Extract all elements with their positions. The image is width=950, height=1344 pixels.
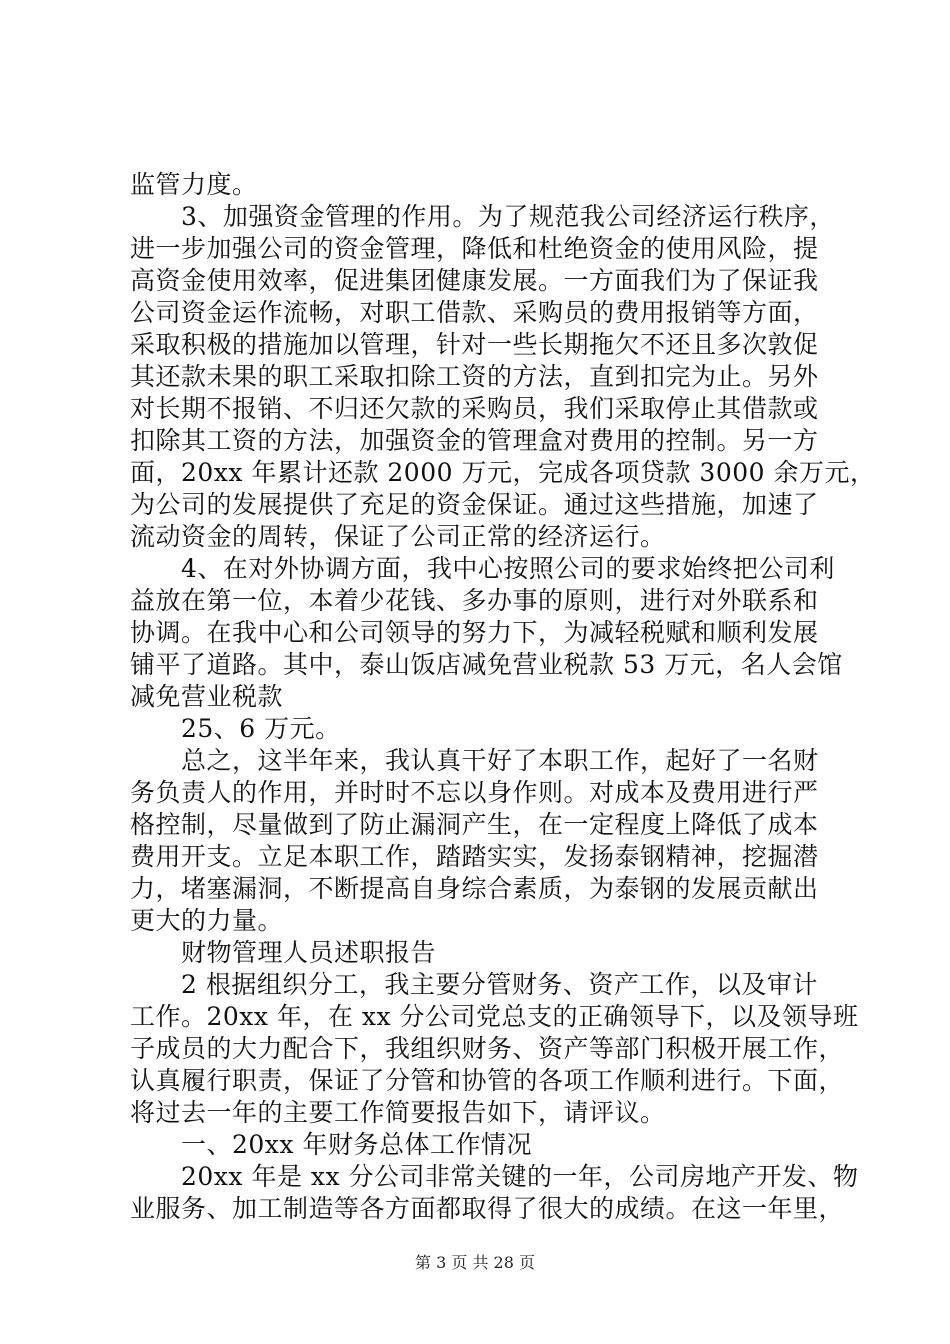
- text-line: 铺平了道路。其中，泰山饭店减免营业税款 53 万元，名人会馆: [130, 650, 843, 679]
- text-line: 进一步加强公司的资金管理，降低和杜绝资金的使用风险，提: [130, 234, 819, 263]
- text-line: 采取积极的措施加以管理，针对一些长期拖欠不还且多次敦促: [130, 330, 819, 359]
- text-line: 益放在第一位，本着少花钱、多办事的原则，进行对外联系和: [130, 586, 819, 615]
- text-line: 工作。20xx 年，在 xx 分公司党总支的正确领导下，以及领导班: [130, 1002, 859, 1031]
- text-line: 20xx 年是 xx 分公司非常关键的一年，公司房地产开发、物: [130, 1162, 859, 1191]
- section-heading: 一、20xx 年财务总体工作情况: [130, 1130, 532, 1159]
- text-line: 子成员的大力配合下，我组织财务、资产等部门积极开展工作，: [130, 1034, 845, 1063]
- text-line: 公司资金运作流畅，对职工借款、采购员的费用报销等方面，: [130, 298, 819, 327]
- text-line: 将过去一年的主要工作简要报告如下，请评议。: [130, 1098, 666, 1127]
- section-heading: 财物管理人员述职报告: [130, 938, 437, 967]
- text-line: 认真履行职责，保证了分管和协管的各项工作顺利进行。下面，: [130, 1066, 845, 1095]
- text-line: 总之，这半年来，我认真干好了本职工作，起好了一名财: [130, 746, 819, 775]
- text-line: 3、加强资金管理的作用。为了规范我公司经济运行秩序，: [130, 202, 835, 231]
- text-line: 减免营业税款: [130, 682, 284, 711]
- text-line: 其还款未果的职工采取扣除工资的方法，直到扣完为止。另外: [130, 362, 819, 391]
- text-line: 更大的力量。: [130, 906, 284, 935]
- text-line: 25、6 万元。: [130, 714, 341, 743]
- text-line: 扣除其工资的方法，加强资金的管理盒对费用的控制。另一方: [130, 426, 819, 455]
- text-line: 监管力度。: [130, 170, 258, 199]
- text-line: 费用开支。立足本职工作，踏踏实实，发扬泰钢精神，挖掘潜: [130, 842, 819, 871]
- text-line: 流动资金的周转，保证了公司正常的经济运行。: [130, 522, 666, 551]
- text-line: 高资金使用效率，促进集团健康发展。一方面我们为了保证我: [130, 266, 819, 295]
- text-line: 格控制，尽量做到了防止漏洞产生，在一定程度上降低了成本: [130, 810, 819, 839]
- text-line: 2 根据组织分工，我主要分管财务、资产工作，以及审计: [130, 970, 818, 999]
- text-line: 务负责人的作用，并时时不忘以身作则。对成本及费用进行严: [130, 778, 819, 807]
- text-line: 面，20xx 年累计还款 2000 万元，完成各项贷款 3000 余万元，: [130, 458, 876, 487]
- page-number-footer: 第 3 页 共 28 页: [415, 1253, 535, 1272]
- text-line: 为公司的发展提供了充足的资金保证。通过这些措施，加速了: [130, 490, 819, 519]
- text-line: 业服务、加工制造等各方面都取得了很大的成绩。在这一年里，: [130, 1194, 845, 1223]
- text-line: 协调。在我中心和公司领导的努力下，为减轻税赋和顺利发展: [130, 618, 819, 647]
- text-line: 对长期不报销、不归还欠款的采购员，我们采取停止其借款或: [130, 394, 819, 423]
- text-line: 力，堵塞漏洞，不断提高自身综合素质，为泰钢的发展贡献出: [130, 874, 819, 903]
- text-line: 4、在对外协调方面，我中心按照公司的要求始终把公司利: [130, 554, 835, 583]
